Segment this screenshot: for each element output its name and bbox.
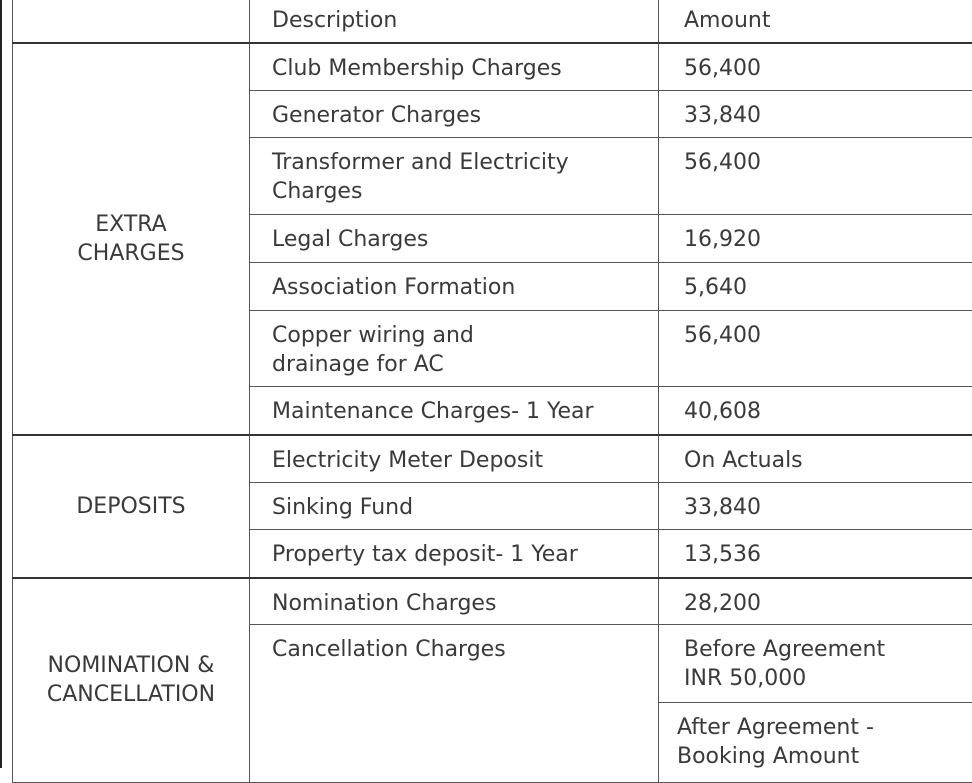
table-row (13, 578, 972, 625)
category-deposits (13, 435, 250, 578)
description-cell: Property tax deposit- 1 Year (250, 530, 659, 578)
category-line: EXTRA (95, 212, 166, 237)
header-category-cell (13, 0, 250, 43)
header-amount: Amount (659, 0, 972, 43)
header-description: Description (250, 0, 659, 43)
description-cell: Sinking Fund (250, 483, 659, 530)
header-row (13, 0, 972, 43)
amount-line: Before Agreement (684, 637, 885, 662)
amount-cell: 5,640 (659, 263, 972, 311)
description-cell (250, 138, 659, 215)
category-line: CHARGES (77, 241, 184, 266)
description-cell: Nomination Charges (250, 578, 659, 625)
amount-cell: 56,400 (659, 43, 972, 91)
amount-cell: 16,920 (659, 215, 972, 263)
amount-cell (659, 625, 972, 703)
category-line: DEPOSITS (76, 494, 185, 519)
amount-cell: 40,608 (659, 387, 972, 435)
amount-cell: 56,400 (659, 311, 972, 387)
charges-table (12, 0, 972, 783)
category-extra-charges (13, 43, 250, 435)
table-row (13, 43, 972, 91)
amount-cell: On Actuals (659, 435, 972, 483)
amount-line: After Agreement - (677, 715, 874, 740)
description-cell: Association Formation (250, 263, 659, 311)
description-line: Copper wiring and (272, 323, 474, 348)
description-cell: Maintenance Charges- 1 Year (250, 387, 659, 435)
description-line: drainage for AC (272, 352, 444, 377)
description-cell: Electricity Meter Deposit (250, 435, 659, 483)
amount-cell (659, 703, 972, 783)
amount-cell: 56,400 (659, 138, 972, 215)
category-line: NOMINATION & (48, 653, 215, 678)
category-nomination-cancellation (13, 578, 250, 783)
amount-line: Booking Amount (677, 744, 859, 769)
description-cell (250, 311, 659, 387)
amount-line: INR 50,000 (684, 666, 806, 691)
amount-cell: 33,840 (659, 91, 972, 138)
table-row (13, 435, 972, 483)
description-line: Charges (272, 179, 362, 204)
amount-cell: 33,840 (659, 483, 972, 530)
description-cell: Generator Charges (250, 91, 659, 138)
category-line: CANCELLATION (47, 682, 215, 707)
description-line: Transformer and Electricity (272, 150, 569, 175)
amount-cell: 28,200 (659, 578, 972, 625)
description-cell: Club Membership Charges (250, 43, 659, 91)
description-cell: Legal Charges (250, 215, 659, 263)
description-cell: Cancellation Charges (250, 625, 659, 783)
amount-cell: 13,536 (659, 530, 972, 578)
